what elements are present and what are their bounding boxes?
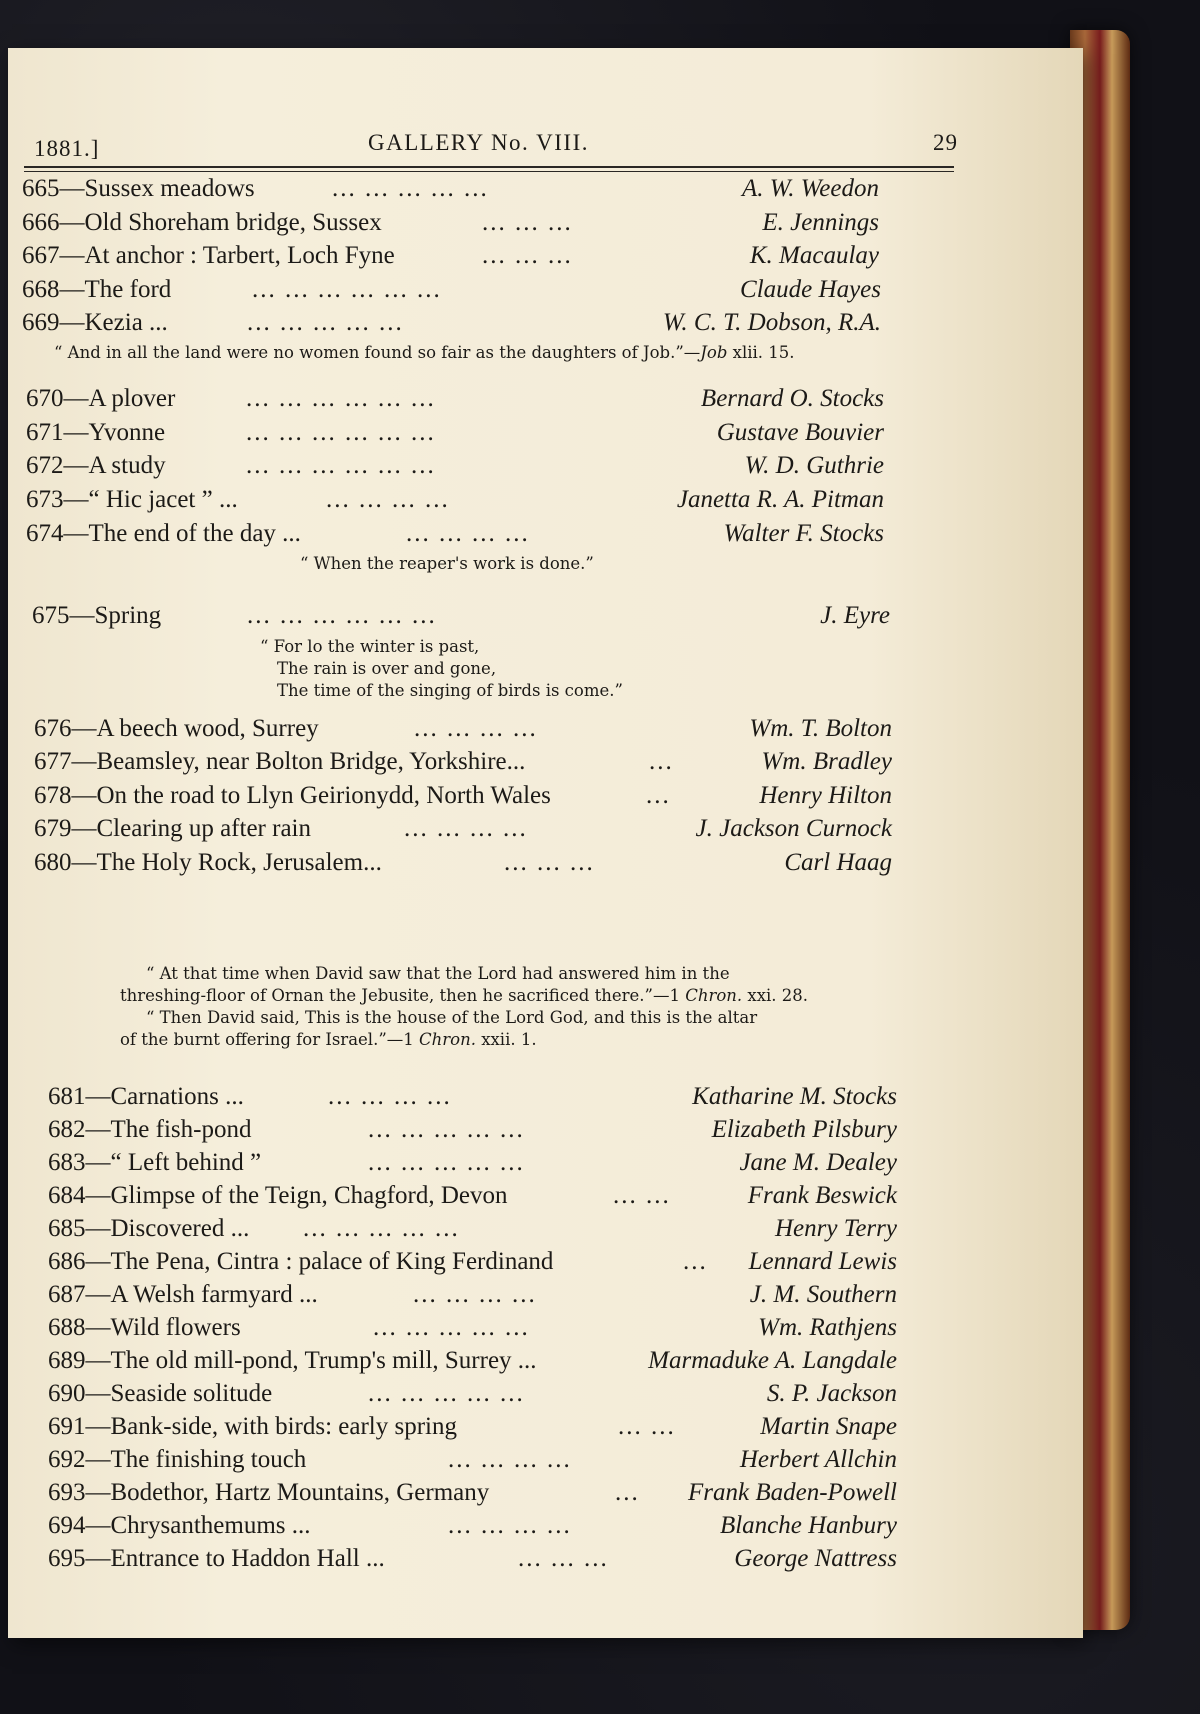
entry-artist: Wm. Bradley bbox=[761, 748, 892, 775]
entry-artist: Elizabeth Pilsbury bbox=[711, 1116, 897, 1143]
page-number: 29 bbox=[933, 130, 958, 155]
leader-dots: ... ... ... ... bbox=[448, 1446, 572, 1473]
entry-title: 692—The finishing touch bbox=[48, 1446, 307, 1473]
catalogue-entry bbox=[26, 384, 884, 414]
entry-title: 683—“ Left behind ” bbox=[48, 1149, 262, 1176]
catalogue-entry bbox=[32, 601, 890, 631]
catalogue-entry bbox=[48, 1379, 897, 1409]
entry-title: 666—Old Shoreham bridge, Sussex bbox=[22, 209, 382, 236]
catalogue-entry bbox=[26, 519, 884, 549]
catalogue-entry bbox=[22, 174, 879, 204]
leader-dots: ... bbox=[683, 1248, 708, 1275]
entry-artist: Bernard O. Stocks bbox=[700, 385, 884, 412]
entry-title: 670—A plover bbox=[26, 385, 176, 412]
entry-artist: Katharine M. Stocks bbox=[692, 1083, 897, 1110]
leader-dots: ... ... ... bbox=[482, 209, 573, 236]
catalogue-entry bbox=[48, 1313, 897, 1343]
leader-dots: ... ... ... ... bbox=[404, 815, 528, 842]
leader-dots: ... ... ... ... ... bbox=[247, 309, 404, 336]
quotation-reaper: “ When the reaper's work is done.” bbox=[300, 554, 594, 573]
entry-title: 688—Wild flowers bbox=[48, 1314, 241, 1341]
leader-dots: ... bbox=[615, 1479, 640, 1506]
leader-dots: ... ... ... ... bbox=[413, 1281, 537, 1308]
entry-title: 680—The Holy Rock, Jerusalem... bbox=[34, 849, 382, 876]
entry-title: 676—A beech wood, Surrey bbox=[34, 715, 319, 742]
entry-title: 686—The Pena, Cintra : palace of King Ferdinand bbox=[48, 1248, 554, 1275]
entry-artist: Marmaduke A. Langdale bbox=[648, 1347, 897, 1374]
header-rule-thin bbox=[24, 171, 954, 172]
entry-artist: Janetta R. A. Pitman bbox=[676, 486, 884, 513]
catalogue-entry bbox=[48, 1082, 897, 1112]
entry-artist: Frank Beswick bbox=[747, 1182, 897, 1209]
catalogue-entry bbox=[48, 1247, 897, 1277]
leader-dots: ... ... ... ... ... bbox=[373, 1314, 530, 1341]
catalogue-entry bbox=[48, 1346, 897, 1376]
catalogue-entry bbox=[26, 485, 884, 515]
leader-dots: ... ... bbox=[613, 1182, 671, 1209]
catalogue-entry bbox=[48, 1280, 897, 1310]
entry-title: 672—A study bbox=[26, 452, 166, 479]
entry-artist: S. P. Jackson bbox=[766, 1380, 897, 1407]
entry-title: 685—Discovered ... bbox=[48, 1215, 250, 1242]
entry-title: 671—Yvonne bbox=[26, 419, 166, 446]
entry-artist: W. C. T. Dobson, R.A. bbox=[662, 309, 881, 336]
entry-artist: Herbert Allchin bbox=[739, 1446, 897, 1473]
catalogue-entry bbox=[22, 208, 879, 238]
entry-title: 693—Bodethor, Hartz Mountains, Germany bbox=[48, 1479, 490, 1506]
entry-artist: Wm. Rathjens bbox=[758, 1314, 897, 1341]
header-title: GALLERY No. VIII. bbox=[368, 130, 589, 155]
entry-title: 667—At anchor : Tarbert, Loch Fyne bbox=[22, 242, 395, 269]
leader-dots: ... ... ... ... bbox=[326, 486, 450, 513]
entry-title: 668—The ford bbox=[22, 276, 172, 303]
catalogue-entry bbox=[48, 1544, 897, 1574]
entry-artist: A. W. Weedon bbox=[741, 175, 879, 202]
entry-artist: George Nattress bbox=[734, 1545, 897, 1572]
quotation-spring: “ For lo the winter is past, The rain is over and gone, The time of the singing of birds is come.” bbox=[260, 637, 623, 700]
catalogue-entry bbox=[34, 848, 892, 878]
entry-title: 682—The fish-pond bbox=[48, 1116, 252, 1143]
entry-title: 695—Entrance to Haddon Hall ... bbox=[48, 1545, 385, 1572]
entry-artist: Martin Snape bbox=[760, 1413, 897, 1440]
entry-artist: Henry Hilton bbox=[759, 782, 892, 809]
entry-title: 687—A Welsh farmyard ... bbox=[48, 1281, 318, 1308]
entry-artist: Henry Terry bbox=[775, 1215, 897, 1242]
catalogue-entry bbox=[48, 1214, 897, 1244]
leader-dots: ... ... ... ... bbox=[328, 1083, 452, 1110]
catalogue-entry bbox=[22, 275, 881, 305]
leader-dots: ... ... ... bbox=[482, 242, 573, 269]
leader-dots: ... ... ... bbox=[504, 849, 595, 876]
catalogue-entry bbox=[22, 241, 879, 271]
leader-dots: ... ... ... ... ... bbox=[368, 1116, 525, 1143]
entry-title: 678—On the road to Llyn Geirionydd, North Wales bbox=[34, 782, 551, 809]
leader-dots: ... bbox=[646, 782, 671, 809]
entry-title: 665—Sussex meadows bbox=[22, 175, 255, 202]
catalogue-entry bbox=[48, 1115, 897, 1145]
quotation-job: “ And in all the land were no women found so fair as the daughters of Job.”—Job xlii. 15. bbox=[54, 343, 795, 362]
entry-title: 681—Carnations ... bbox=[48, 1083, 244, 1110]
leader-dots: ... ... ... ... ... ... bbox=[246, 385, 436, 412]
leader-dots: ... ... ... ... ... ... bbox=[252, 276, 442, 303]
entry-artist: K. Macaulay bbox=[749, 242, 879, 269]
entry-artist: Lennard Lewis bbox=[748, 1248, 897, 1275]
catalogue-entry bbox=[34, 747, 892, 777]
entry-title: 669—Kezia ... bbox=[22, 309, 168, 336]
entry-title: 684—Glimpse of the Teign, Chagford, Devon bbox=[48, 1182, 508, 1209]
leader-dots: ... ... bbox=[618, 1413, 676, 1440]
catalogue-entry bbox=[22, 308, 881, 338]
quotation-chronicles-text: “ At that time when David saw that the Lord had answered him in the threshing-floor of Ornan the Jebusite, then he sacrificed there.”—1 Chron. xxi. 28. “ Then David said, This is the house of the Lord God, and this is the altar of the burnt offering for Israel.”—1 Chron. xxii. 1. bbox=[120, 964, 809, 1049]
entry-title: 694—Chrysanthemums ... bbox=[48, 1512, 311, 1539]
catalogue-entry bbox=[34, 781, 892, 811]
leader-dots: ... ... ... ... ... bbox=[332, 175, 489, 202]
entry-artist: J. M. Southern bbox=[749, 1281, 897, 1308]
entry-artist: E. Jennings bbox=[762, 209, 879, 236]
entry-artist: W. D. Guthrie bbox=[744, 452, 884, 479]
entry-artist: J. Eyre bbox=[820, 602, 890, 629]
leader-dots: ... ... ... ... ... ... bbox=[246, 419, 436, 446]
entry-artist: Carl Haag bbox=[784, 849, 892, 876]
leader-dots: ... ... ... ... ... bbox=[303, 1215, 460, 1242]
entry-title: 675—Spring bbox=[32, 602, 162, 629]
catalogue-entry bbox=[48, 1148, 897, 1178]
leader-dots: ... bbox=[649, 748, 674, 775]
leader-dots: ... ... ... ... ... bbox=[368, 1380, 525, 1407]
entry-artist: J. Jackson Curnock bbox=[695, 815, 892, 842]
book-page bbox=[8, 48, 1083, 1638]
entry-artist: Gustave Bouvier bbox=[716, 419, 884, 446]
entry-title: 674—The end of the day ... bbox=[26, 520, 301, 547]
catalogue-entry bbox=[48, 1511, 897, 1541]
leader-dots: ... ... ... ... bbox=[448, 1512, 572, 1539]
catalogue-entry bbox=[48, 1181, 897, 1211]
leader-dots: ... ... ... ... ... ... bbox=[247, 602, 437, 629]
entry-title: 673—“ Hic jacet ” ... bbox=[26, 486, 238, 513]
entry-title: 690—Seaside solitude bbox=[48, 1380, 273, 1407]
entry-artist: Frank Baden-Powell bbox=[688, 1479, 897, 1506]
catalogue-entry bbox=[34, 814, 892, 844]
running-header bbox=[28, 126, 958, 162]
entry-title: 679—Clearing up after rain bbox=[34, 815, 311, 842]
catalogue-entry bbox=[48, 1445, 897, 1475]
entry-artist: Blanche Hanbury bbox=[719, 1512, 897, 1539]
leader-dots: ... ... ... ... ... ... bbox=[246, 452, 436, 479]
entry-title: 691—Bank-side, with birds: early spring bbox=[48, 1413, 457, 1440]
header-year: 1881.] bbox=[34, 136, 100, 161]
leader-dots: ... ... ... ... bbox=[414, 715, 538, 742]
header-rule bbox=[24, 166, 954, 168]
entry-artist: Wm. T. Bolton bbox=[749, 715, 892, 742]
leader-dots: ... ... ... ... bbox=[406, 520, 530, 547]
entry-title: 677—Beamsley, near Bolton Bridge, Yorkshire... bbox=[34, 748, 526, 775]
catalogue-entry bbox=[48, 1412, 897, 1442]
leader-dots: ... ... ... bbox=[518, 1545, 609, 1572]
catalogue-entry bbox=[34, 714, 892, 744]
leader-dots: ... ... ... ... ... bbox=[368, 1149, 525, 1176]
entry-title: 689—The old mill-pond, Trump's mill, Surrey ... bbox=[48, 1347, 537, 1374]
catalogue-entry bbox=[26, 451, 884, 481]
catalogue-entry bbox=[48, 1478, 897, 1508]
entry-artist: Claude Hayes bbox=[740, 276, 881, 303]
entry-artist: Jane M. Dealey bbox=[739, 1149, 897, 1176]
entry-artist: Walter F. Stocks bbox=[723, 520, 884, 547]
catalogue-entry bbox=[26, 418, 884, 448]
